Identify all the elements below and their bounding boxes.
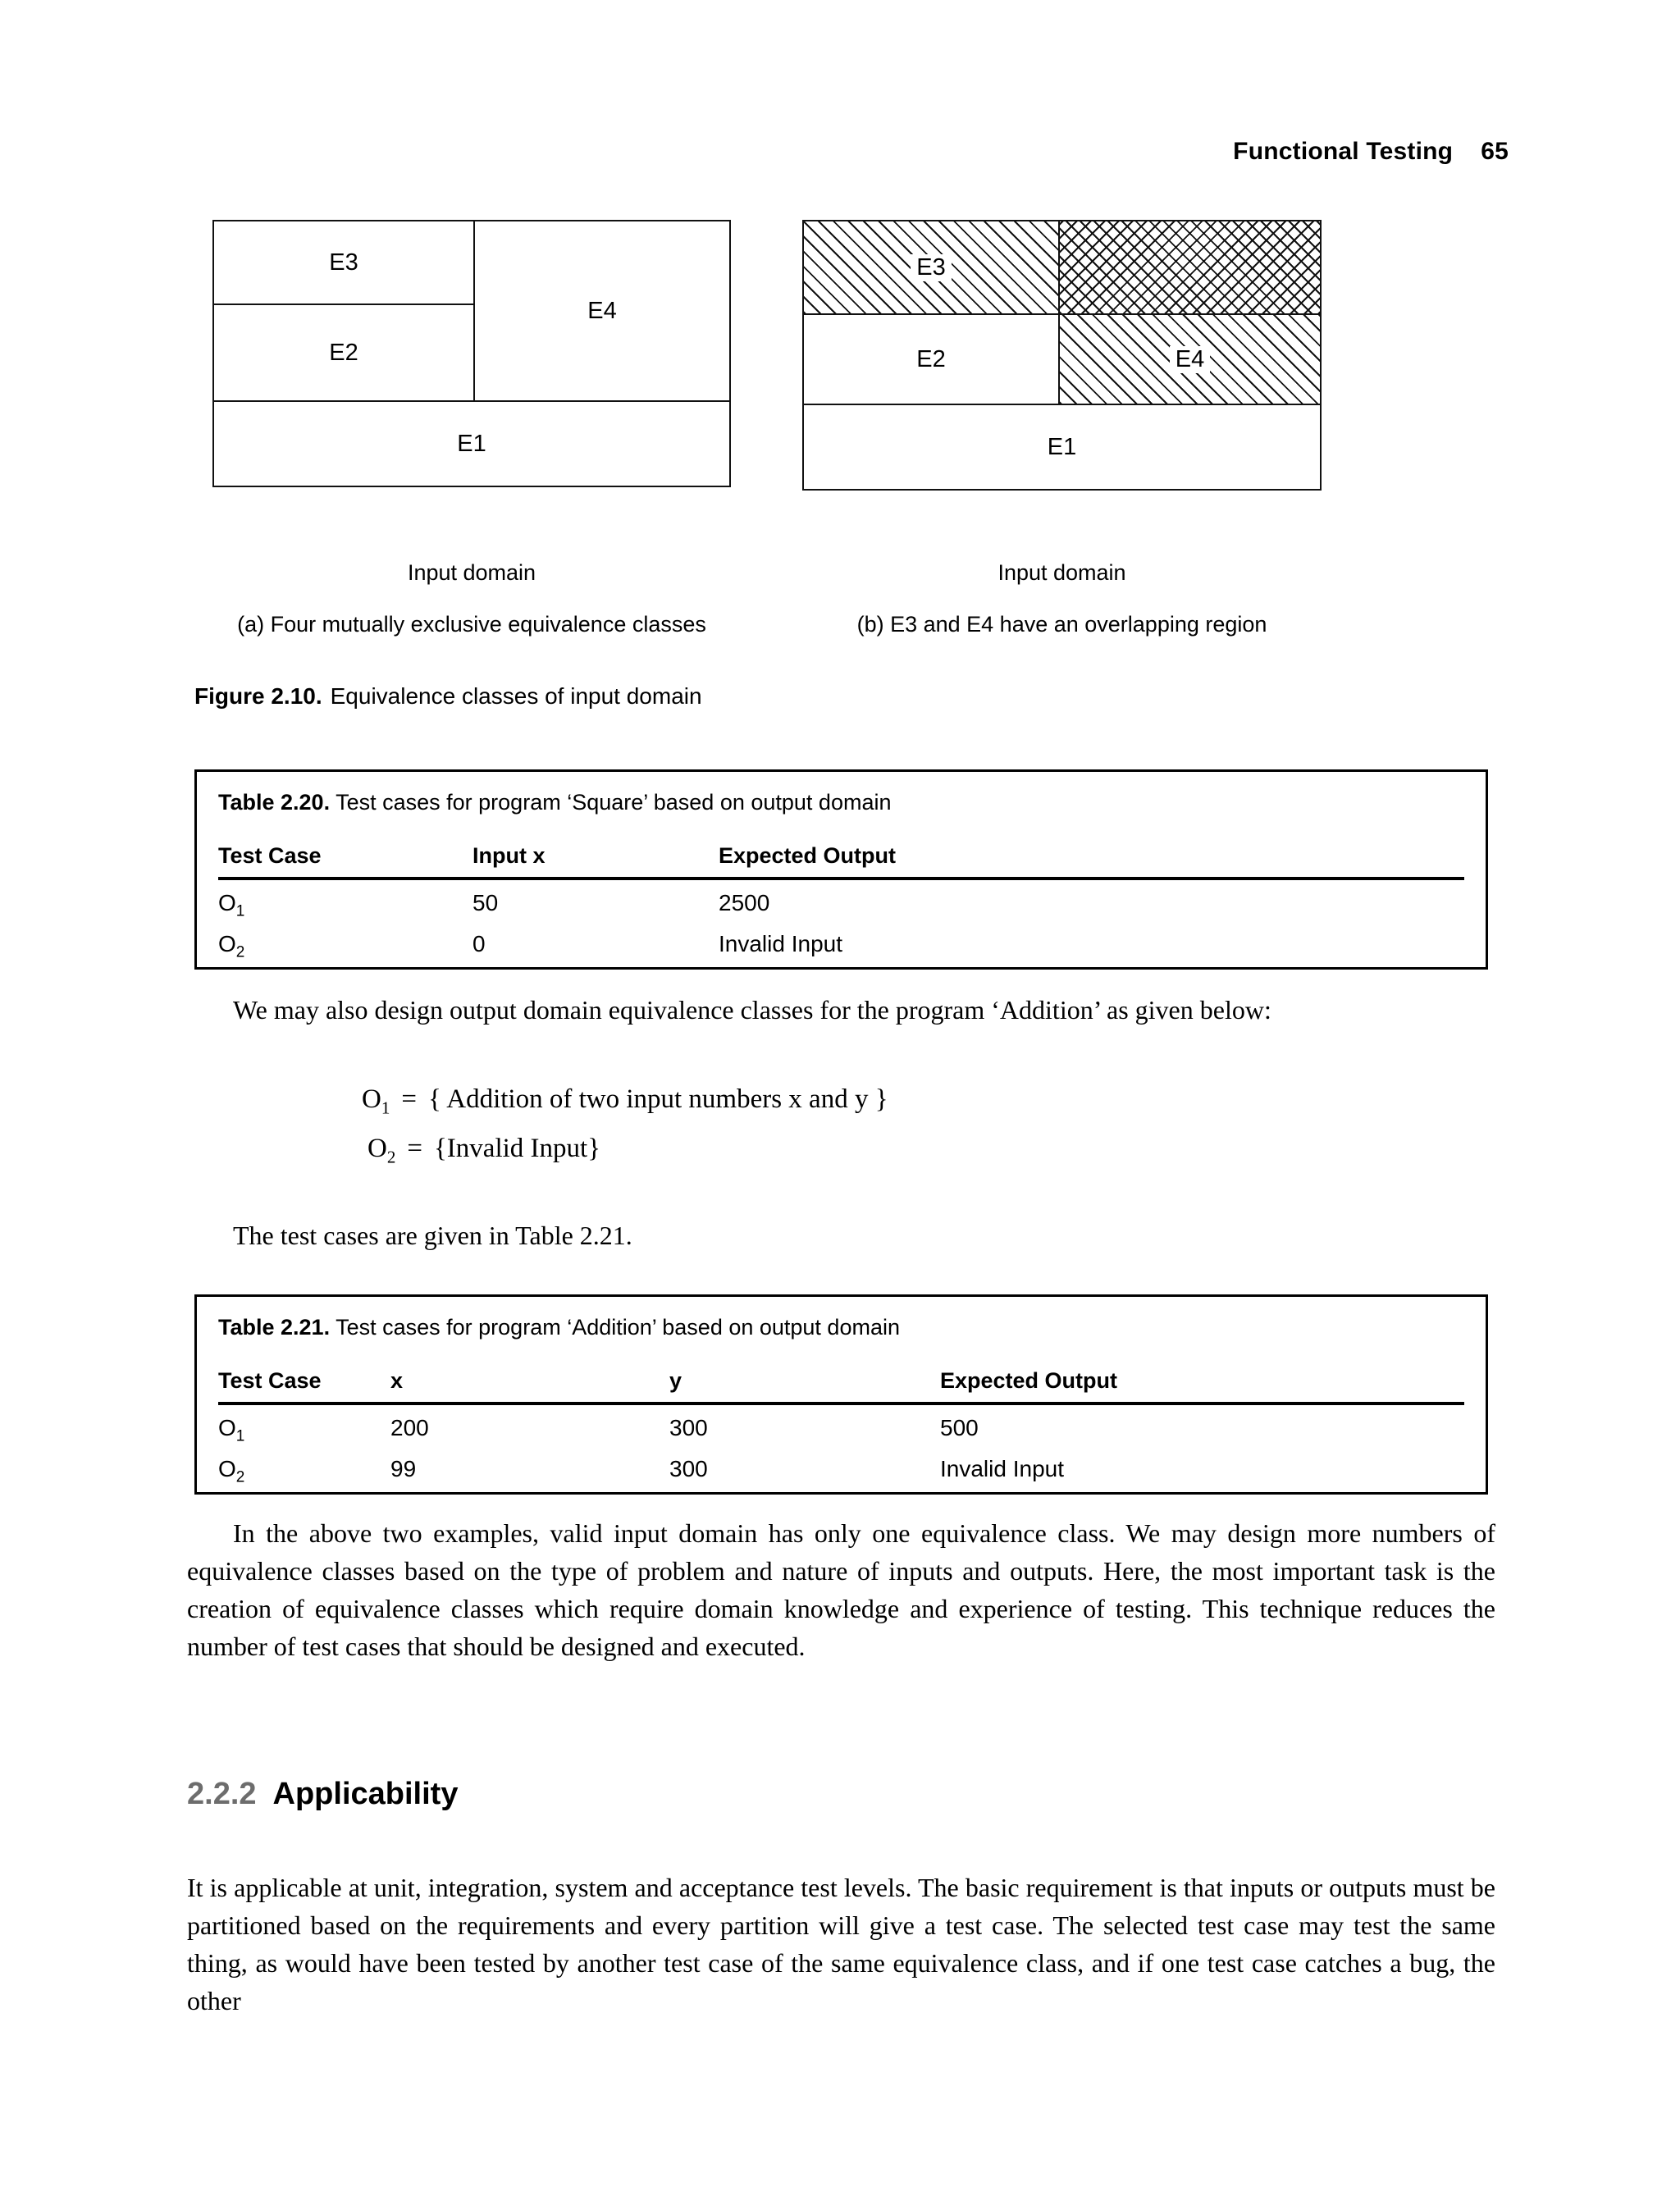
- section-title: Applicability: [272, 1777, 459, 1811]
- cell-y: 300: [669, 1455, 708, 1481]
- figure-number: Figure 2.10.: [194, 683, 322, 709]
- cell-test-case: [218, 921, 472, 962]
- region-a-e2: [212, 304, 475, 402]
- table-header-row: [218, 1368, 1464, 1404]
- test-case-id: O: [218, 1455, 236, 1481]
- diagram-b-subcaption: (b) E3 and E4 have an overlapping region: [856, 612, 1267, 637]
- cell-x: 99: [390, 1455, 417, 1481]
- equation-o2: [368, 1134, 600, 1168]
- cell-test-case: [218, 1446, 390, 1487]
- diagram-b: [802, 220, 1322, 637]
- diagram-a-axis-label: Input domain: [407, 560, 536, 585]
- equation-lhs-subscript: 2: [386, 1147, 396, 1167]
- region-a-e1: [212, 400, 731, 487]
- cell-x: 200: [390, 1415, 429, 1440]
- column-header-y: y: [669, 1368, 940, 1404]
- diagram-a-canvas: [212, 220, 731, 544]
- paragraph-text: In the above two examples, valid input domain has only one equivalence class. We may design more numbers of equivalence classes based on the type of problem and nature of inputs and outputs. Here, the most important task is the creation of equivalence classes which require domain knowledge and experience of testing. This technique reduces the number of test cases that should be designed and executed.: [187, 1518, 1495, 1661]
- cell-y: 300: [669, 1415, 708, 1440]
- table-2-20-title: [218, 790, 1464, 815]
- running-head: [1233, 138, 1509, 166]
- region-a-e4: [473, 220, 731, 402]
- figure-caption: [194, 683, 702, 710]
- test-case-subscript: 2: [235, 943, 245, 961]
- equation-rhs: { Addition of two input numbers x and y }: [427, 1084, 888, 1114]
- diagram-b-axis-label: Input domain: [998, 560, 1126, 585]
- paragraph-text: We may also design output domain equivalence classes for the program ‘Addition’ as given below:: [233, 995, 1271, 1025]
- test-case-id: O: [218, 1415, 236, 1440]
- table-number: Table 2.21.: [218, 1315, 331, 1340]
- table-2-21-grid: [218, 1368, 1464, 1486]
- figure-caption-text: Equivalence classes of input domain: [330, 683, 702, 709]
- table-2-21: [194, 1294, 1488, 1495]
- region-label: E2: [911, 346, 951, 373]
- region-label: E3: [323, 249, 363, 276]
- cell-test-case: [218, 879, 472, 921]
- equation-lhs: O: [368, 1134, 387, 1163]
- column-header-input-x: Input x: [472, 843, 719, 879]
- table-2-21-title: [218, 1315, 1464, 1340]
- diagram-a: [212, 220, 731, 637]
- cell-expected-output: Invalid Input: [940, 1455, 1064, 1481]
- column-header-test-case: Test Case: [218, 1368, 390, 1404]
- diagram-a-subcaption: (a) Four mutually exclusive equivalence classes: [237, 612, 706, 637]
- paragraph-text: The test cases are given in Table 2.21.: [233, 1221, 632, 1250]
- equation-rhs: {Invalid Input}: [433, 1134, 601, 1163]
- region-b-e1: [802, 404, 1322, 491]
- region-label: E1: [1042, 434, 1082, 461]
- section-heading-2-2-2: [187, 1777, 458, 1812]
- cell-input-x: 50: [472, 890, 499, 915]
- equation-operator: =: [407, 1134, 422, 1163]
- table-2-20-grid: [218, 843, 1464, 961]
- equation-lhs-subscript: 1: [381, 1098, 390, 1118]
- region-b-overlap: [1058, 220, 1322, 315]
- equation-operator: =: [401, 1084, 417, 1114]
- region-b-e3: [802, 220, 1060, 315]
- diagram-b-canvas: [802, 220, 1322, 544]
- test-case-id: O: [218, 930, 236, 956]
- table-header-row: [218, 843, 1464, 879]
- paragraph-intro: [187, 991, 1495, 1029]
- cell-expected-output: 500: [940, 1415, 979, 1440]
- test-case-subscript: 1: [235, 1427, 245, 1445]
- paragraph-examples: [187, 1514, 1495, 1665]
- running-head-title: Functional Testing: [1233, 138, 1454, 165]
- cell-expected-output: 2500: [719, 890, 770, 915]
- table-number: Table 2.20.: [218, 790, 331, 815]
- region-label: E4: [582, 298, 622, 325]
- region-label: E4: [1170, 346, 1210, 373]
- column-header-test-case: Test Case: [218, 843, 472, 879]
- table-title-text: Test cases for program ‘Addition’ based on output domain: [336, 1315, 900, 1340]
- region-label: E1: [451, 431, 491, 458]
- equation-o1: [362, 1084, 888, 1119]
- equation-lhs: O: [362, 1084, 381, 1114]
- region-a-e3: [212, 220, 475, 305]
- table-row: [218, 879, 1464, 921]
- region-b-e4: [1058, 313, 1322, 405]
- test-case-subscript: 1: [235, 902, 245, 920]
- section-number: 2.2.2: [187, 1777, 257, 1811]
- table-title-text: Test cases for program ‘Square’ based on output domain: [336, 790, 892, 815]
- region-b-e2: [802, 313, 1060, 405]
- column-header-expected-output: Expected Output: [719, 843, 1464, 879]
- paragraph-midline: [187, 1216, 1495, 1254]
- table-row: [218, 1404, 1464, 1446]
- column-header-expected-output: Expected Output: [940, 1368, 1464, 1404]
- test-case-subscript: 2: [235, 1468, 245, 1486]
- region-label: E3: [911, 254, 951, 281]
- figure-2-10: [212, 220, 1322, 637]
- paragraph-applicability: [187, 1869, 1495, 2020]
- cell-test-case: [218, 1404, 390, 1446]
- cell-input-x: 0: [472, 930, 486, 956]
- test-case-id: O: [218, 890, 236, 915]
- paragraph-text: It is applicable at unit, integration, system and acceptance test levels. The basic requirement is that inputs or outputs must be partitioned based on the requirements and every partition will give a test case. The selected test case may test the same thing, as would have been tested by another test case of the same equivalence class, and if one test case catches a bug, the other: [187, 1873, 1495, 2015]
- region-label: E2: [323, 340, 363, 367]
- column-header-x: x: [390, 1368, 669, 1404]
- cell-expected-output: Invalid Input: [719, 930, 842, 956]
- page-number: 65: [1481, 138, 1509, 165]
- table-2-20: [194, 769, 1488, 970]
- table-row: [218, 921, 1464, 962]
- table-row: [218, 1446, 1464, 1487]
